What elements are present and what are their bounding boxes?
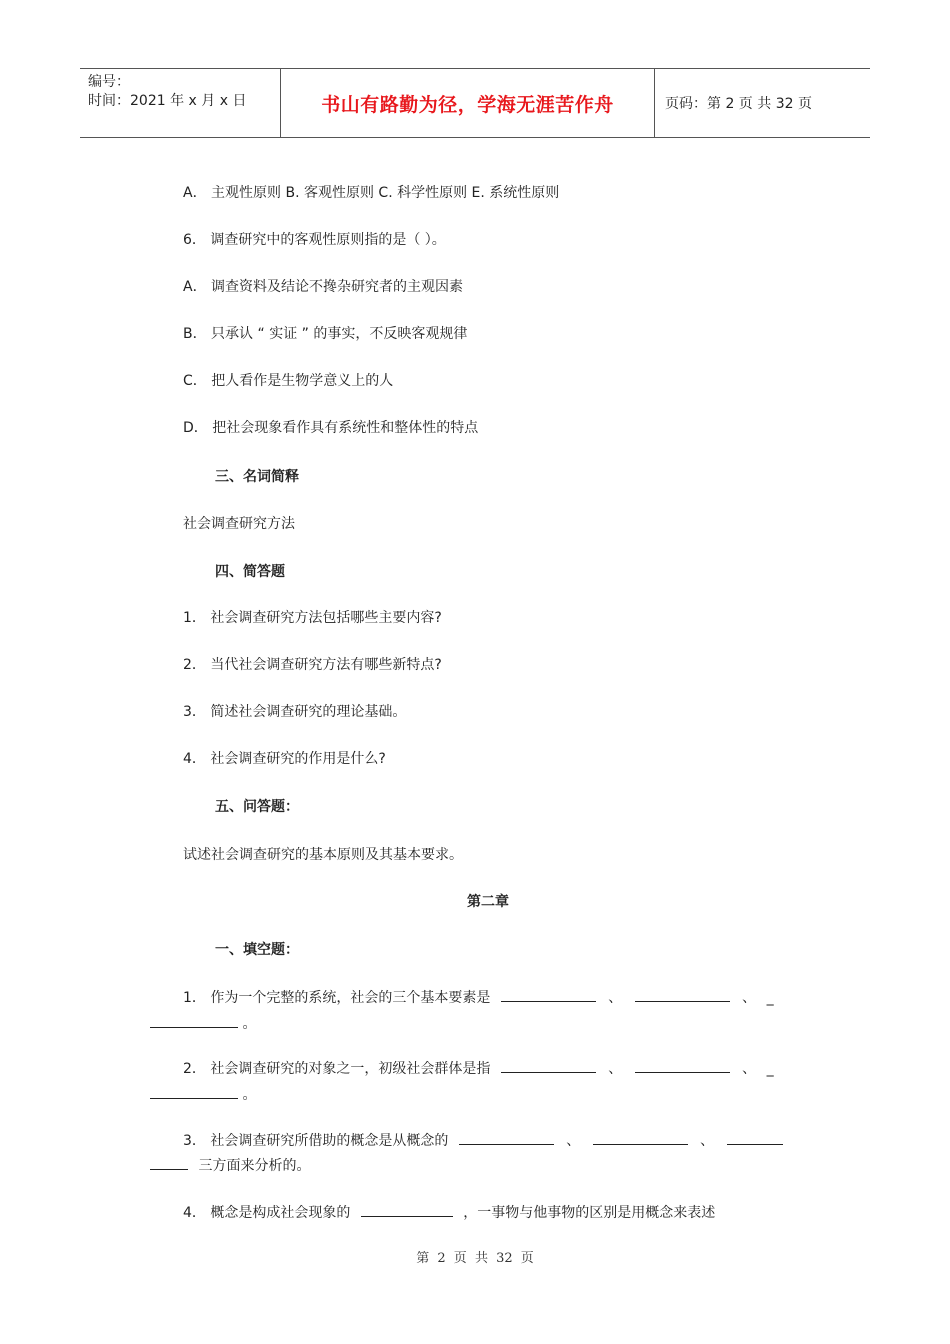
section-heading-3: 三、名词简释 bbox=[215, 469, 299, 485]
option-b: B． 只承认 “ 实证 ” 的事实，不反映客观规律 bbox=[183, 326, 468, 342]
fill-blank[interactable] bbox=[593, 1130, 688, 1145]
option-c: C． 把人看作是生物学意义上的人 bbox=[183, 373, 394, 389]
option-a: A． 调查资料及结论不搀杂研究者的主观因素 bbox=[183, 279, 464, 295]
fill-blank[interactable] bbox=[635, 1058, 730, 1073]
separator: 、 bbox=[742, 990, 757, 1006]
question-6: 6． 调查研究中的客观性原则指的是（ ）。 bbox=[183, 232, 446, 248]
short-question-2: 2． 当代社会调查研究方法有哪些新特点? bbox=[183, 657, 442, 673]
section-heading-1: 一、填空题： bbox=[215, 942, 299, 958]
fill-question-4 bbox=[183, 1202, 715, 1223]
fill-blank[interactable] bbox=[150, 1155, 188, 1170]
fill-question-1-cont bbox=[150, 1013, 256, 1034]
fill-blank[interactable] bbox=[150, 1084, 238, 1099]
fill-question-3-cont bbox=[150, 1155, 310, 1176]
footer-total-pages: 32 bbox=[496, 1251, 513, 1266]
short-question-4: 4． 社会调查研究的作用是什么? bbox=[183, 751, 386, 767]
footer-gong: 共 bbox=[474, 1251, 488, 1266]
time-label: 时间：2021 年 x 月 x 日 bbox=[88, 93, 247, 109]
footer-ye: 页 bbox=[453, 1251, 467, 1266]
footer-di: 第 bbox=[416, 1251, 430, 1266]
fill-blank[interactable] bbox=[361, 1202, 453, 1217]
fill-question-2 bbox=[183, 1058, 774, 1079]
fill-blank[interactable] bbox=[501, 987, 596, 1002]
fill-question-3 bbox=[183, 1130, 783, 1151]
fill-question-1 bbox=[183, 987, 774, 1008]
fill-blank[interactable] bbox=[501, 1058, 596, 1073]
essay-question: 试述社会调查研究的基本原则及其基本要求。 bbox=[183, 847, 463, 863]
footer-page-number: 2 bbox=[437, 1251, 446, 1266]
section-heading-5: 五、问答题： bbox=[215, 799, 299, 815]
page-footer bbox=[0, 1247, 950, 1266]
underscore-char: _ bbox=[766, 1061, 774, 1077]
page-header bbox=[80, 68, 870, 138]
fill-blank[interactable] bbox=[150, 1013, 238, 1028]
fill-question-2-text: 2． 社会调查研究的对象之一，初级社会群体是指 bbox=[183, 1061, 491, 1077]
fill-blank[interactable] bbox=[459, 1130, 554, 1145]
chapter-title: 第二章 bbox=[467, 894, 509, 910]
separator: 、 bbox=[742, 1061, 757, 1077]
period: 。 bbox=[242, 1087, 257, 1103]
header-motto: 书山有路勤为径，学海无涯苦作舟 bbox=[281, 69, 655, 137]
fill-question-3-text: 3． 社会调查研究所借助的概念是从概念的 bbox=[183, 1133, 449, 1149]
option-line: A． 主观性原则 B. 客观性原则 C. 科学性原则 E. 系统性原则 bbox=[183, 185, 560, 201]
fill-question-1-text: 1． 作为一个完整的系统，社会的三个基本要素是 bbox=[183, 990, 491, 1006]
fill-question-4-text: 4． 概念是构成社会现象的 bbox=[183, 1205, 351, 1221]
header-page-info: 页码：第 2 页 共 32 页 bbox=[665, 96, 812, 112]
fill-blank[interactable] bbox=[727, 1130, 783, 1145]
footer-ye2: 页 bbox=[520, 1251, 534, 1266]
fill-blank[interactable] bbox=[635, 987, 730, 1002]
short-question-3: 3． 简述社会调查研究的理论基础。 bbox=[183, 704, 407, 720]
header-meta bbox=[80, 69, 281, 137]
serial-label: 编号： bbox=[88, 74, 130, 90]
fill-question-4-tail: ，一事物与他事物的区别是用概念来表述 bbox=[463, 1205, 716, 1221]
section-heading-4: 四、简答题 bbox=[215, 564, 285, 580]
fill-question-2-cont bbox=[150, 1084, 256, 1105]
separator: 、 bbox=[608, 1061, 623, 1077]
separator: 、 bbox=[700, 1133, 715, 1149]
option-d: D． 把社会现象看作具有系统性和整体性的特点 bbox=[183, 420, 479, 436]
underscore-char: _ bbox=[766, 990, 774, 1006]
term-item: 社会调查研究方法 bbox=[183, 516, 295, 532]
separator: 、 bbox=[566, 1133, 581, 1149]
period: 。 bbox=[242, 1016, 257, 1032]
short-question-1: 1． 社会调查研究方法包括哪些主要内容? bbox=[183, 610, 442, 626]
separator: 、 bbox=[608, 990, 623, 1006]
fill-question-3-end: 三方面来分析的。 bbox=[198, 1158, 311, 1174]
